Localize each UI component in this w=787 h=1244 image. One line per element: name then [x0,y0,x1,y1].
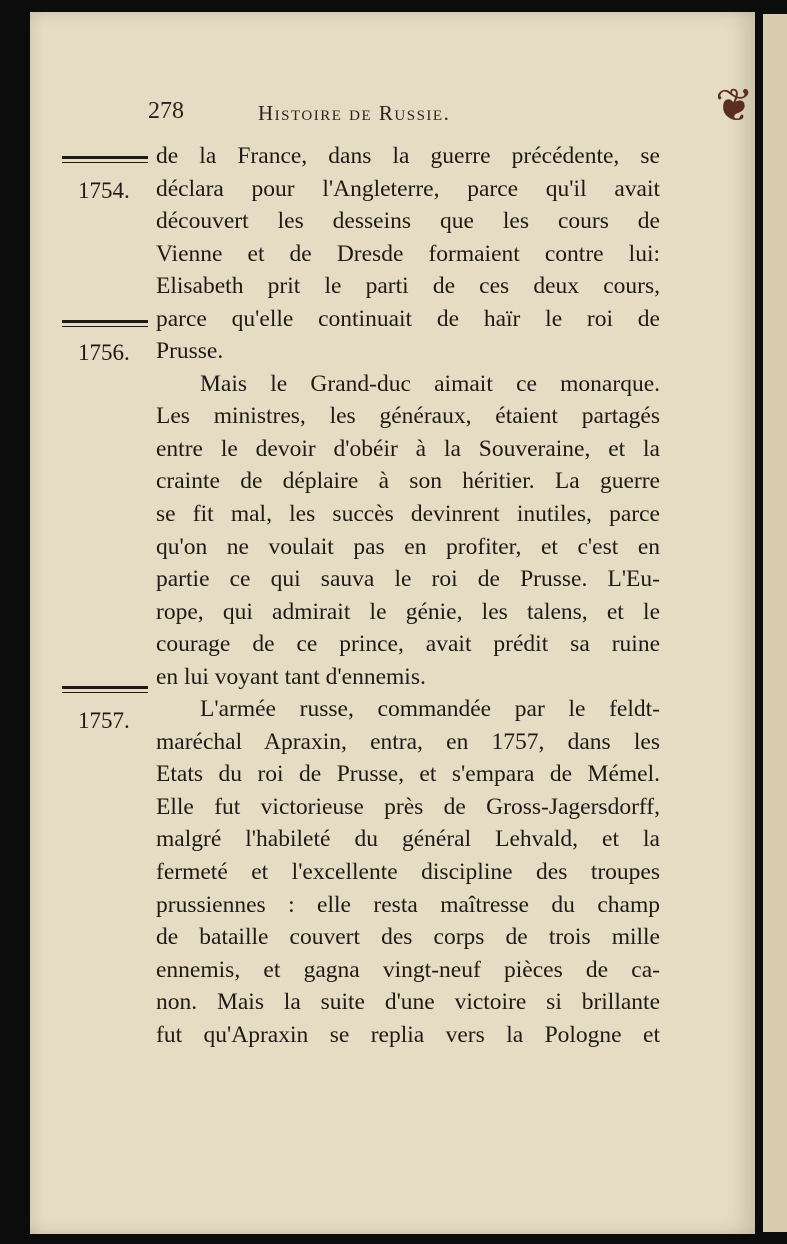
text-line: partie ce qui sauva le roi de Prusse. L'Eu- [156,566,660,593]
text-line: maréchal Apraxin, entra, en 1757, dans les [156,728,660,755]
page-number: 278 [148,98,184,124]
text-line: Elisabeth prit le parti de ces deux cours, [156,273,660,300]
text-line: parce qu'elle continuait de haïr le roi de [156,305,660,332]
text-line: ennemis, et gagna vingt-neuf pièces de ca- [156,956,660,983]
text-line: Etats du roi de Prusse, et s'empara de Mémel. [156,761,660,788]
running-title: Histoire de Russie. [258,101,451,125]
text-line: non. Mais la suite d'une victoire si brillante [156,989,660,1016]
text-line: L'armée russe, commandée par le feldt- [200,696,660,723]
page-header [148,98,648,128]
margin-year-1757: 1757. [78,708,130,733]
text-line: Mais le Grand-duc aimait ce monarque. [200,370,660,397]
text-line: de la France, dans la guerre précédente, se [156,143,660,169]
text-line: rope, qui admirait le génie, les talens, et le [156,598,660,625]
text-line: Prusse. [156,338,224,365]
text-line: de bataille couvert des corps de trois mille [156,924,660,951]
body-text [156,140,660,1051]
margin-rule [62,686,148,689]
text-line: fermeté et l'excellente discipline des troupes [156,859,660,886]
text-line: Les ministres, les généraux, étaient partagés [156,403,660,430]
fleuron-ornament-icon: ❦ [715,78,754,132]
text-line: malgré l'habileté du général Lehvald, et la [156,826,660,853]
margin-year-1756: 1756. [78,340,130,365]
next-page-edge [763,14,787,1232]
margin-year-1754: 1754. [78,178,130,203]
text-line: entre le devoir d'obéir à la Souveraine, et la [156,435,660,462]
text-line: en lui voyant tant d'ennemis. [156,663,426,690]
text-line: déclara pour l'Angleterre, parce qu'il avait [156,175,660,202]
text-line: découvert les desseins que les cours de [156,208,660,235]
text-line: prussiennes : elle resta maîtresse du champ [156,891,660,918]
margin-rule [62,320,148,323]
text-line: crainte de déplaire à son héritier. La guerre [156,468,660,495]
text-line: courage de ce prince, avait prédit sa ruine [156,631,660,658]
text-line: Vienne et de Dresde formaient contre lui: [156,240,660,267]
text-line: qu'on ne voulait pas en profiter, et c'est en [156,533,660,560]
margin-rule [62,156,148,159]
text-line: se fit mal, les succès devinrent inutiles, parce [156,501,660,528]
text-line: Elle fut victorieuse près de Gross-Jagersdorff, [156,793,660,820]
text-line: fut qu'Apraxin se replia vers la Pologne et [156,1021,660,1048]
